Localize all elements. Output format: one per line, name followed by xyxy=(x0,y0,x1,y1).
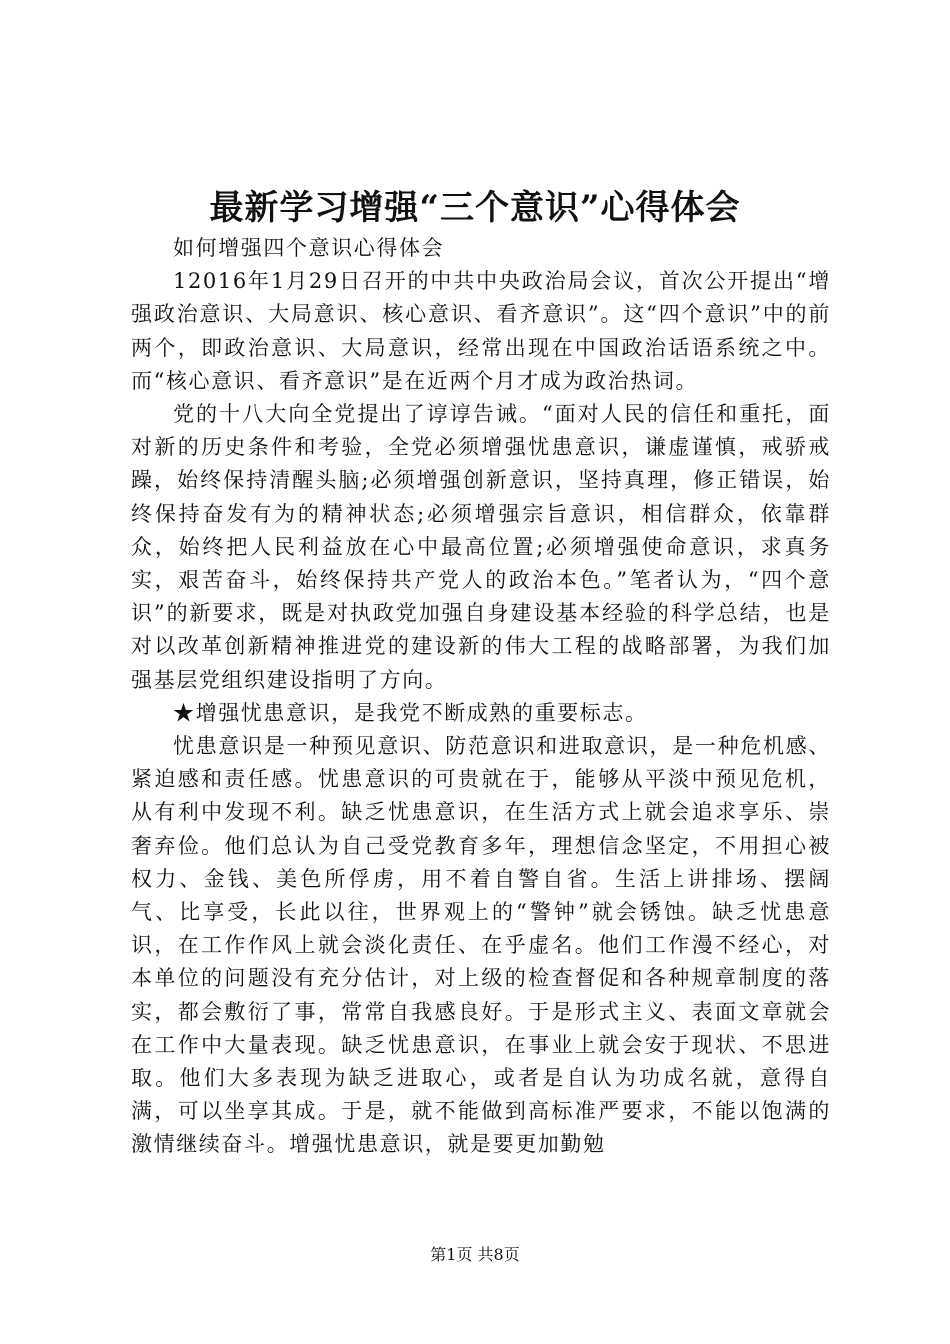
paragraph-section-heading: ★增强忧患意识，是我党不断成熟的重要标志。 xyxy=(173,700,648,725)
page-number: 第1页 共8页 xyxy=(430,1245,520,1264)
paragraph-intro: 12016年1月29日召开的中共中央政治局会议，首次公开提出“增强政治意识、大局意识、核心意识、看齐意识”。这“四个意识”中的前两个，即政治意识、大局意识，经常出现在中国政治话语系统之中。而“核心意识、看齐意识”是在近两个月才成为政治热词。 xyxy=(131,269,831,393)
document-body xyxy=(131,232,831,1162)
paragraph-party-congress: 党的十八大向全党提出了谆谆告诫。“面对人民的信任和重托，面对新的历史条件和考验，全党必须增强忧患意识，谦虚谨慎，戒骄戒躁，始终保持清醒头脑;必须增强创新意识，坚持真理，修正错误，始终保持奋发有为的精神状态;必须增强宗旨意识，相信群众，依靠群众，始终把人民利益放在心中最高位置;必须增强使命意识，求真务实，艰苦奋斗，始终保持共产党人的政治本色。”笔者认为，“四个意识”的新要求，既是对执政党加强自身建设基本经验的科学总结，也是对以改革创新精神推进党的建设新的伟大工程的战略部署，为我们加强基层党组织建设指明了方向。 xyxy=(131,402,831,692)
document-title: 最新学习增强“三个意识”心得体会 xyxy=(209,188,741,228)
paragraph-subtitle: 如何增强四个意识心得体会 xyxy=(173,236,445,260)
paragraph-crisis-awareness: 忧患意识是一种预见意识、防范意识和进取意识，是一种危机感、紧迫感和责任感。忧患意识的可贵就在于，能够从平淡中预见危机，从有利中发现不利。缺乏忧患意识，在生活方式上就会追求享乐、崇奢弃俭。他们总认为自己受党教育多年，理想信念坚定，不用担心被权力、金钱、美色所俘虏，用不着自警自省。生活上讲排场、摆阔气、比享受，长此以往，世界观上的“警钟”就会锈蚀。缺乏忧患意识，在工作作风上就会淡化责任、在乎虚名。他们工作漫不经心，对本单位的问题没有充分估计，对上级的检查督促和各种规章制度的落实，都会敷衍了事，常常自我感良好。于是形式主义、表面文章就会在工作中大量表现。缺乏忧患意识，在事业上就会安于现状、不思进取。他们大多表现为缺乏进取心，或者是自认为功成名就，意得自满，可以坐享其成。于是，就不能做到高标准严要求，不能以饱满的激情继续奋斗。增强忧患意识，就是要更加勤勉 xyxy=(131,734,831,1157)
